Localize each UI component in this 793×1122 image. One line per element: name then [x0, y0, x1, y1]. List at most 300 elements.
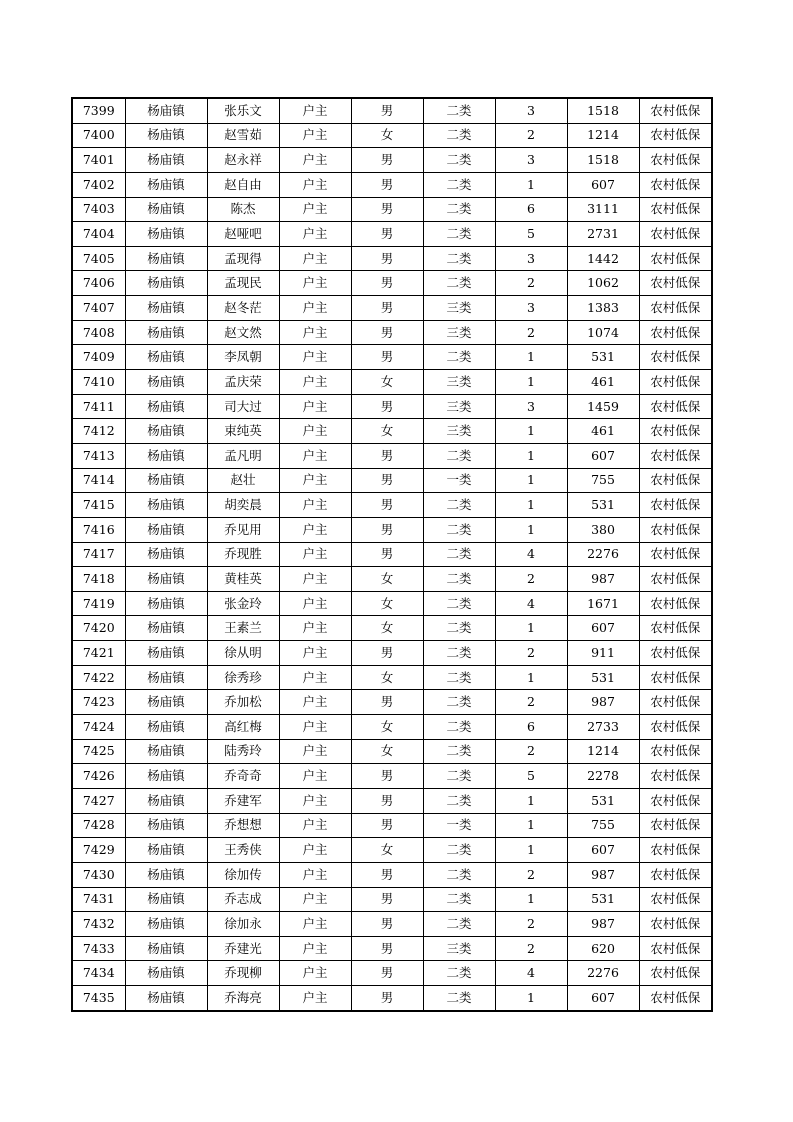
- table-row: [72, 542, 712, 567]
- cell-program: 农村低保: [639, 246, 712, 271]
- cell-serial-number: 7399: [72, 98, 125, 123]
- cell-category: 二类: [423, 838, 495, 863]
- cell-household-size: 1: [495, 419, 567, 444]
- cell-amount: 2276: [567, 961, 639, 986]
- cell-gender: 男: [351, 394, 423, 419]
- table-row: [72, 665, 712, 690]
- table-row: [72, 271, 712, 296]
- cell-household-size: 4: [495, 542, 567, 567]
- cell-serial-number: 7415: [72, 493, 125, 518]
- cell-relation: 户主: [279, 690, 351, 715]
- cell-gender: 女: [351, 591, 423, 616]
- cell-household-size: 1: [495, 172, 567, 197]
- cell-town: 杨庙镇: [125, 788, 207, 813]
- cell-category: 二类: [423, 641, 495, 666]
- cell-category: 二类: [423, 98, 495, 123]
- cell-name: 徐从明: [207, 641, 279, 666]
- cell-category: 三类: [423, 936, 495, 961]
- cell-gender: 男: [351, 493, 423, 518]
- table-row: [72, 961, 712, 986]
- cell-household-size: 1: [495, 370, 567, 395]
- cell-town: 杨庙镇: [125, 665, 207, 690]
- table-row: [72, 690, 712, 715]
- cell-relation: 户主: [279, 813, 351, 838]
- cell-program: 农村低保: [639, 296, 712, 321]
- cell-town: 杨庙镇: [125, 370, 207, 395]
- cell-program: 农村低保: [639, 493, 712, 518]
- cell-program: 农村低保: [639, 222, 712, 247]
- cell-category: 二类: [423, 788, 495, 813]
- cell-amount: 3111: [567, 197, 639, 222]
- cell-serial-number: 7412: [72, 419, 125, 444]
- cell-relation: 户主: [279, 493, 351, 518]
- cell-serial-number: 7424: [72, 715, 125, 740]
- cell-household-size: 2: [495, 739, 567, 764]
- cell-name: 赵永祥: [207, 148, 279, 173]
- cell-gender: 男: [351, 813, 423, 838]
- cell-serial-number: 7414: [72, 468, 125, 493]
- cell-gender: 男: [351, 542, 423, 567]
- cell-gender: 男: [351, 148, 423, 173]
- cell-program: 农村低保: [639, 370, 712, 395]
- cell-category: 二类: [423, 148, 495, 173]
- cell-amount: 380: [567, 517, 639, 542]
- cell-name: 王素兰: [207, 616, 279, 641]
- cell-relation: 户主: [279, 912, 351, 937]
- cell-town: 杨庙镇: [125, 862, 207, 887]
- cell-gender: 男: [351, 222, 423, 247]
- cell-household-size: 3: [495, 246, 567, 271]
- table-row: [72, 788, 712, 813]
- cell-program: 农村低保: [639, 788, 712, 813]
- cell-name: 孟现得: [207, 246, 279, 271]
- records-table: [71, 97, 713, 1012]
- cell-name: 束纯英: [207, 419, 279, 444]
- cell-name: 张金玲: [207, 591, 279, 616]
- table-row: [72, 468, 712, 493]
- cell-name: 赵雪茹: [207, 123, 279, 148]
- cell-town: 杨庙镇: [125, 739, 207, 764]
- cell-relation: 户主: [279, 271, 351, 296]
- table-row: [72, 222, 712, 247]
- cell-gender: 男: [351, 764, 423, 789]
- cell-household-size: 2: [495, 123, 567, 148]
- table-row: [72, 641, 712, 666]
- cell-name: 赵哑吧: [207, 222, 279, 247]
- cell-household-size: 3: [495, 394, 567, 419]
- table-row: [72, 419, 712, 444]
- cell-household-size: 2: [495, 912, 567, 937]
- cell-amount: 987: [567, 862, 639, 887]
- table-row: [72, 616, 712, 641]
- cell-serial-number: 7404: [72, 222, 125, 247]
- cell-relation: 户主: [279, 394, 351, 419]
- cell-household-size: 1: [495, 986, 567, 1011]
- cell-gender: 男: [351, 345, 423, 370]
- table-row: [72, 296, 712, 321]
- cell-amount: 1459: [567, 394, 639, 419]
- cell-amount: 461: [567, 370, 639, 395]
- cell-name: 张乐文: [207, 98, 279, 123]
- cell-name: 赵文然: [207, 320, 279, 345]
- cell-relation: 户主: [279, 739, 351, 764]
- cell-relation: 户主: [279, 296, 351, 321]
- cell-serial-number: 7420: [72, 616, 125, 641]
- cell-serial-number: 7435: [72, 986, 125, 1011]
- cell-amount: 2278: [567, 764, 639, 789]
- cell-household-size: 3: [495, 98, 567, 123]
- cell-category: 二类: [423, 961, 495, 986]
- cell-name: 乔建军: [207, 788, 279, 813]
- cell-amount: 607: [567, 172, 639, 197]
- cell-relation: 户主: [279, 936, 351, 961]
- cell-relation: 户主: [279, 986, 351, 1011]
- cell-town: 杨庙镇: [125, 936, 207, 961]
- cell-town: 杨庙镇: [125, 567, 207, 592]
- cell-town: 杨庙镇: [125, 320, 207, 345]
- cell-gender: 女: [351, 739, 423, 764]
- cell-household-size: 6: [495, 197, 567, 222]
- cell-serial-number: 7401: [72, 148, 125, 173]
- cell-serial-number: 7403: [72, 197, 125, 222]
- cell-serial-number: 7429: [72, 838, 125, 863]
- cell-name: 李凤朝: [207, 345, 279, 370]
- cell-relation: 户主: [279, 172, 351, 197]
- cell-relation: 户主: [279, 567, 351, 592]
- cell-program: 农村低保: [639, 320, 712, 345]
- cell-category: 二类: [423, 764, 495, 789]
- cell-serial-number: 7400: [72, 123, 125, 148]
- cell-town: 杨庙镇: [125, 345, 207, 370]
- cell-town: 杨庙镇: [125, 986, 207, 1011]
- cell-household-size: 1: [495, 468, 567, 493]
- cell-serial-number: 7419: [72, 591, 125, 616]
- cell-gender: 男: [351, 517, 423, 542]
- cell-serial-number: 7421: [72, 641, 125, 666]
- cell-amount: 1214: [567, 123, 639, 148]
- cell-gender: 男: [351, 887, 423, 912]
- cell-gender: 男: [351, 961, 423, 986]
- cell-serial-number: 7423: [72, 690, 125, 715]
- cell-household-size: 2: [495, 567, 567, 592]
- cell-relation: 户主: [279, 517, 351, 542]
- cell-amount: 2731: [567, 222, 639, 247]
- cell-town: 杨庙镇: [125, 838, 207, 863]
- cell-amount: 607: [567, 443, 639, 468]
- cell-town: 杨庙镇: [125, 517, 207, 542]
- cell-amount: 987: [567, 912, 639, 937]
- cell-gender: 男: [351, 271, 423, 296]
- table-row: [72, 862, 712, 887]
- cell-amount: 987: [567, 690, 639, 715]
- cell-household-size: 2: [495, 320, 567, 345]
- cell-amount: 1442: [567, 246, 639, 271]
- cell-gender: 女: [351, 370, 423, 395]
- cell-program: 农村低保: [639, 419, 712, 444]
- cell-program: 农村低保: [639, 986, 712, 1011]
- cell-gender: 女: [351, 419, 423, 444]
- cell-household-size: 1: [495, 813, 567, 838]
- cell-serial-number: 7417: [72, 542, 125, 567]
- cell-relation: 户主: [279, 98, 351, 123]
- table-row: [72, 370, 712, 395]
- cell-serial-number: 7411: [72, 394, 125, 419]
- cell-town: 杨庙镇: [125, 764, 207, 789]
- table-row: [72, 197, 712, 222]
- cell-amount: 2733: [567, 715, 639, 740]
- cell-program: 农村低保: [639, 443, 712, 468]
- cell-serial-number: 7406: [72, 271, 125, 296]
- cell-name: 陈杰: [207, 197, 279, 222]
- cell-name: 孟凡明: [207, 443, 279, 468]
- cell-category: 二类: [423, 197, 495, 222]
- cell-relation: 户主: [279, 148, 351, 173]
- cell-name: 赵壮: [207, 468, 279, 493]
- cell-serial-number: 7413: [72, 443, 125, 468]
- table-row: [72, 98, 712, 123]
- cell-household-size: 1: [495, 838, 567, 863]
- cell-name: 司大过: [207, 394, 279, 419]
- cell-relation: 户主: [279, 246, 351, 271]
- cell-name: 徐秀珍: [207, 665, 279, 690]
- cell-gender: 女: [351, 616, 423, 641]
- cell-town: 杨庙镇: [125, 542, 207, 567]
- cell-serial-number: 7425: [72, 739, 125, 764]
- cell-program: 农村低保: [639, 961, 712, 986]
- cell-amount: 755: [567, 813, 639, 838]
- cell-name: 乔见用: [207, 517, 279, 542]
- cell-town: 杨庙镇: [125, 419, 207, 444]
- cell-program: 农村低保: [639, 887, 712, 912]
- cell-amount: 620: [567, 936, 639, 961]
- cell-category: 三类: [423, 370, 495, 395]
- table-row: [72, 246, 712, 271]
- cell-category: 二类: [423, 616, 495, 641]
- cell-gender: 女: [351, 838, 423, 863]
- cell-town: 杨庙镇: [125, 641, 207, 666]
- cell-household-size: 1: [495, 788, 567, 813]
- cell-name: 乔建光: [207, 936, 279, 961]
- cell-serial-number: 7422: [72, 665, 125, 690]
- cell-amount: 1671: [567, 591, 639, 616]
- cell-serial-number: 7407: [72, 296, 125, 321]
- cell-amount: 1518: [567, 148, 639, 173]
- table-row: [72, 838, 712, 863]
- cell-name: 孟庆荣: [207, 370, 279, 395]
- cell-category: 二类: [423, 246, 495, 271]
- cell-amount: 1074: [567, 320, 639, 345]
- cell-serial-number: 7416: [72, 517, 125, 542]
- cell-serial-number: 7408: [72, 320, 125, 345]
- cell-category: 一类: [423, 468, 495, 493]
- cell-program: 农村低保: [639, 567, 712, 592]
- cell-serial-number: 7430: [72, 862, 125, 887]
- cell-household-size: 4: [495, 591, 567, 616]
- cell-gender: 男: [351, 98, 423, 123]
- cell-gender: 男: [351, 468, 423, 493]
- cell-serial-number: 7418: [72, 567, 125, 592]
- cell-household-size: 4: [495, 961, 567, 986]
- cell-household-size: 2: [495, 271, 567, 296]
- cell-category: 二类: [423, 665, 495, 690]
- cell-category: 三类: [423, 394, 495, 419]
- cell-gender: 男: [351, 936, 423, 961]
- cell-gender: 男: [351, 320, 423, 345]
- cell-relation: 户主: [279, 788, 351, 813]
- cell-category: 二类: [423, 345, 495, 370]
- cell-name: 赵冬茫: [207, 296, 279, 321]
- cell-category: 二类: [423, 912, 495, 937]
- cell-amount: 531: [567, 665, 639, 690]
- cell-relation: 户主: [279, 641, 351, 666]
- cell-amount: 2276: [567, 542, 639, 567]
- cell-town: 杨庙镇: [125, 148, 207, 173]
- cell-name: 王秀侠: [207, 838, 279, 863]
- cell-gender: 男: [351, 246, 423, 271]
- cell-town: 杨庙镇: [125, 296, 207, 321]
- cell-name: 乔现柳: [207, 961, 279, 986]
- cell-town: 杨庙镇: [125, 715, 207, 740]
- cell-category: 二类: [423, 172, 495, 197]
- cell-household-size: 2: [495, 641, 567, 666]
- cell-relation: 户主: [279, 468, 351, 493]
- cell-serial-number: 7433: [72, 936, 125, 961]
- table-row: [72, 123, 712, 148]
- cell-amount: 607: [567, 616, 639, 641]
- cell-relation: 户主: [279, 443, 351, 468]
- table-row: [72, 567, 712, 592]
- cell-category: 二类: [423, 591, 495, 616]
- cell-gender: 女: [351, 665, 423, 690]
- cell-relation: 户主: [279, 320, 351, 345]
- cell-program: 农村低保: [639, 271, 712, 296]
- cell-program: 农村低保: [639, 715, 712, 740]
- cell-program: 农村低保: [639, 616, 712, 641]
- cell-amount: 1062: [567, 271, 639, 296]
- cell-category: 二类: [423, 222, 495, 247]
- cell-program: 农村低保: [639, 912, 712, 937]
- cell-category: 二类: [423, 690, 495, 715]
- cell-serial-number: 7426: [72, 764, 125, 789]
- cell-amount: 531: [567, 887, 639, 912]
- table-row: [72, 715, 712, 740]
- cell-relation: 户主: [279, 887, 351, 912]
- table-body: [72, 98, 712, 1011]
- table-row: [72, 148, 712, 173]
- cell-program: 农村低保: [639, 665, 712, 690]
- cell-household-size: 1: [495, 665, 567, 690]
- cell-amount: 911: [567, 641, 639, 666]
- cell-program: 农村低保: [639, 813, 712, 838]
- cell-household-size: 2: [495, 862, 567, 887]
- cell-town: 杨庙镇: [125, 591, 207, 616]
- cell-serial-number: 7409: [72, 345, 125, 370]
- cell-program: 农村低保: [639, 936, 712, 961]
- cell-name: 乔想想: [207, 813, 279, 838]
- cell-category: 二类: [423, 887, 495, 912]
- cell-serial-number: 7410: [72, 370, 125, 395]
- table-row: [72, 912, 712, 937]
- cell-category: 一类: [423, 813, 495, 838]
- cell-amount: 531: [567, 493, 639, 518]
- cell-serial-number: 7427: [72, 788, 125, 813]
- cell-town: 杨庙镇: [125, 172, 207, 197]
- cell-category: 二类: [423, 862, 495, 887]
- table-row: [72, 936, 712, 961]
- cell-name: 徐加传: [207, 862, 279, 887]
- cell-gender: 男: [351, 641, 423, 666]
- cell-gender: 男: [351, 690, 423, 715]
- cell-town: 杨庙镇: [125, 912, 207, 937]
- cell-name: 乔海亮: [207, 986, 279, 1011]
- cell-name: 乔奇奇: [207, 764, 279, 789]
- table-row: [72, 320, 712, 345]
- cell-household-size: 6: [495, 715, 567, 740]
- cell-program: 农村低保: [639, 98, 712, 123]
- cell-gender: 男: [351, 172, 423, 197]
- cell-program: 农村低保: [639, 394, 712, 419]
- table-row: [72, 739, 712, 764]
- cell-category: 二类: [423, 271, 495, 296]
- cell-relation: 户主: [279, 591, 351, 616]
- cell-household-size: 1: [495, 345, 567, 370]
- cell-relation: 户主: [279, 862, 351, 887]
- cell-name: 孟现民: [207, 271, 279, 296]
- cell-town: 杨庙镇: [125, 887, 207, 912]
- cell-relation: 户主: [279, 715, 351, 740]
- cell-household-size: 2: [495, 690, 567, 715]
- cell-program: 农村低保: [639, 468, 712, 493]
- cell-category: 二类: [423, 986, 495, 1011]
- cell-name: 胡奕晨: [207, 493, 279, 518]
- cell-program: 农村低保: [639, 690, 712, 715]
- cell-category: 二类: [423, 517, 495, 542]
- cell-gender: 男: [351, 443, 423, 468]
- table-row: [72, 394, 712, 419]
- cell-category: 二类: [423, 739, 495, 764]
- cell-relation: 户主: [279, 197, 351, 222]
- cell-town: 杨庙镇: [125, 813, 207, 838]
- cell-gender: 男: [351, 862, 423, 887]
- cell-gender: 女: [351, 567, 423, 592]
- cell-program: 农村低保: [639, 197, 712, 222]
- cell-household-size: 1: [495, 517, 567, 542]
- cell-gender: 男: [351, 296, 423, 321]
- cell-gender: 男: [351, 788, 423, 813]
- cell-town: 杨庙镇: [125, 616, 207, 641]
- cell-program: 农村低保: [639, 838, 712, 863]
- cell-program: 农村低保: [639, 591, 712, 616]
- table-row: [72, 172, 712, 197]
- cell-amount: 1383: [567, 296, 639, 321]
- table-row: [72, 813, 712, 838]
- cell-serial-number: 7432: [72, 912, 125, 937]
- cell-relation: 户主: [279, 222, 351, 247]
- cell-amount: 607: [567, 838, 639, 863]
- cell-town: 杨庙镇: [125, 394, 207, 419]
- cell-gender: 男: [351, 912, 423, 937]
- cell-category: 三类: [423, 320, 495, 345]
- cell-program: 农村低保: [639, 542, 712, 567]
- table-row: [72, 345, 712, 370]
- cell-program: 农村低保: [639, 517, 712, 542]
- cell-serial-number: 7428: [72, 813, 125, 838]
- table-row: [72, 887, 712, 912]
- cell-gender: 女: [351, 715, 423, 740]
- cell-town: 杨庙镇: [125, 271, 207, 296]
- cell-category: 二类: [423, 493, 495, 518]
- cell-town: 杨庙镇: [125, 98, 207, 123]
